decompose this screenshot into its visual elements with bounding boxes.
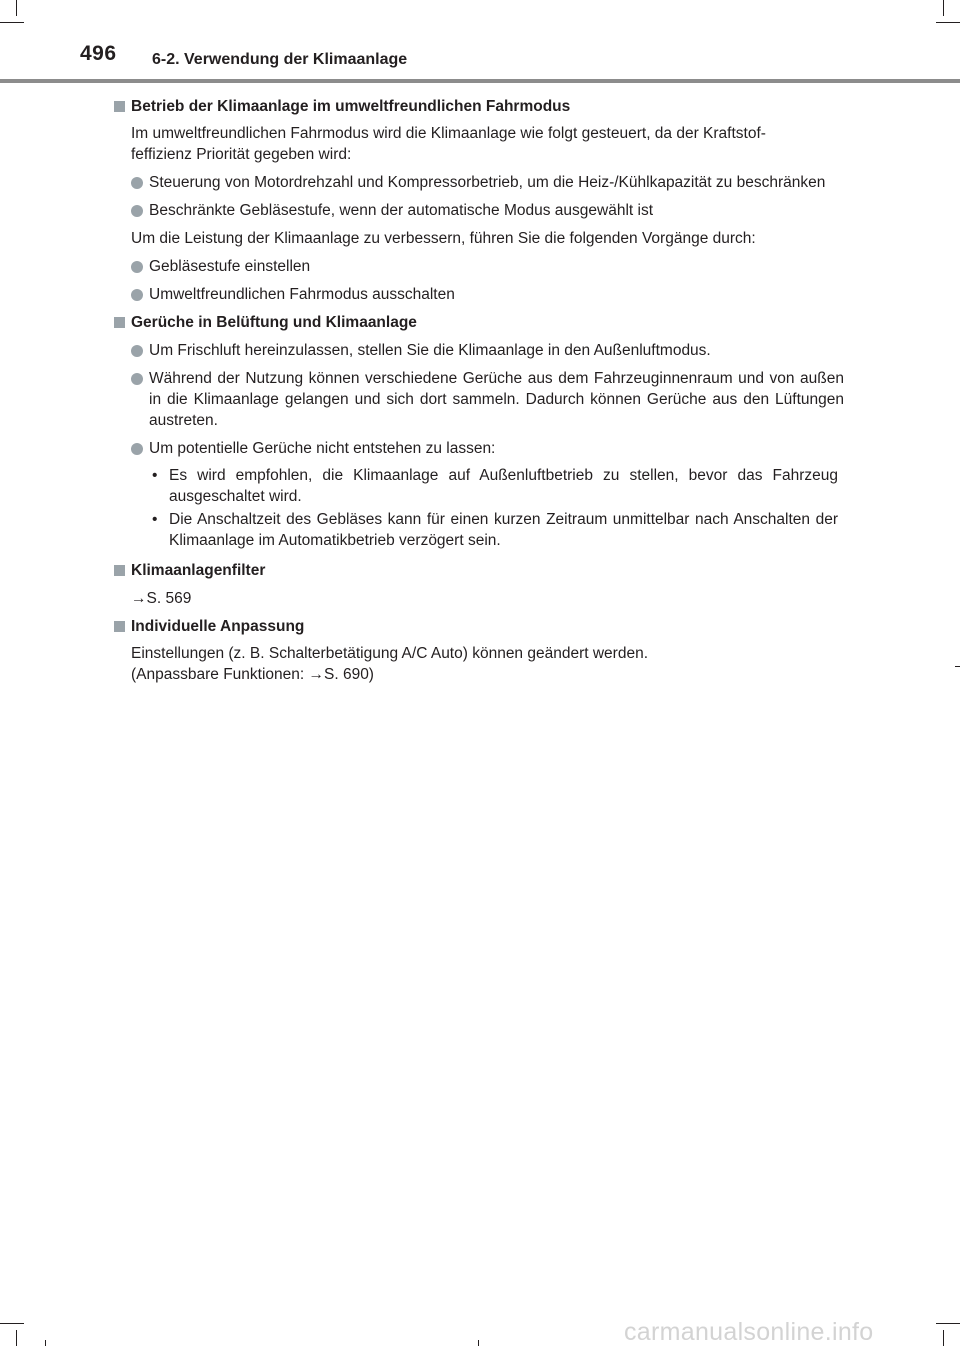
square-bullet-icon [114, 621, 125, 632]
watermark: carmanualsonline.info [624, 1318, 874, 1346]
header-rule [0, 79, 960, 83]
circle-bullet-icon [131, 345, 143, 357]
list-item-text: Um Frischluft hereinzulassen, stellen Sie die Klimaanlage in den Außenluftmodus. [149, 342, 711, 359]
circle-bullet-icon [131, 205, 143, 217]
sub-bullet-marker: • [152, 467, 158, 484]
paragraph-line: feffizienz Priorität gegeben wird: [131, 146, 352, 163]
circle-bullet-icon [131, 443, 143, 455]
crop-mark [45, 1340, 46, 1346]
sub-list-item [114, 509, 844, 551]
crop-mark [936, 1323, 960, 1324]
list-item [114, 256, 844, 277]
heading-eco-mode [114, 96, 844, 117]
sub-bullet-marker: • [152, 511, 158, 528]
heading-text: Betrieb der Klimaanlage im umweltfreundlichen Fahrmodus [131, 98, 571, 115]
crop-mark [0, 1323, 24, 1324]
page-reference-link[interactable]: S. 690) [324, 666, 374, 683]
heading-text: Individuelle Anpassung [131, 618, 305, 635]
paragraph [114, 123, 844, 165]
heading-text: Klimaanlagenfilter [131, 562, 266, 579]
circle-bullet-icon [131, 289, 143, 301]
crop-mark [478, 1340, 479, 1346]
circle-bullet-icon [131, 177, 143, 189]
list-item-text: Gebläsestufe einstellen [149, 258, 311, 275]
crop-mark [16, 1330, 17, 1346]
page-reference-link[interactable]: S. 569 [146, 590, 192, 607]
circle-bullet-icon [131, 261, 143, 273]
square-bullet-icon [114, 565, 125, 576]
list-item [114, 172, 844, 193]
crop-mark [943, 1330, 944, 1346]
heading-text: Gerüche in Belüftung und Klimaanlage [131, 314, 417, 331]
paragraph: Um die Leistung der Klimaanlage zu verbessern, führen Sie die folgenden Vorgänge durch: [131, 230, 756, 247]
arrow-right-icon: → [131, 590, 147, 607]
circle-bullet-icon [131, 373, 143, 385]
list-item-text: Steuerung von Motordrehzahl und Kompressorbetrieb, um die Heiz-/Kühlkapazität zu beschränken [149, 174, 826, 191]
sub-list-item [114, 465, 844, 507]
page-content [114, 96, 844, 685]
paragraph-line: Einstellungen (z. B. Schalterbetätigung A/C Auto) können geändert werden. [131, 645, 649, 662]
list-item [114, 340, 844, 361]
list-item [114, 200, 844, 221]
list-item [114, 368, 844, 431]
heading-odors [114, 312, 844, 333]
list-item-text: Beschränkte Gebläsestufe, wenn der automatische Modus ausgewählt ist [149, 202, 654, 219]
heading-filter [114, 560, 844, 581]
crop-mark [955, 666, 960, 667]
sub-list-item-text: Es wird empfohlen, die Klimaanlage auf Außenluftbetrieb zu stellen, bevor das Fahrzeug ausgeschaltet wird. [169, 467, 838, 505]
paragraph [114, 643, 844, 685]
list-item-text: Umweltfreundlichen Fahrmodus ausschalten [149, 286, 455, 303]
page-number: 496 [80, 42, 117, 65]
paragraph-line: (Anpassbare Funktionen: [131, 666, 309, 683]
list-item-text: Um potentielle Gerüche nicht entstehen zu lassen: [149, 440, 496, 457]
paragraph-line: Im umweltfreundlichen Fahrmodus wird die Klimaanlage wie folgt gesteuert, da der Kraftstof- [131, 125, 766, 142]
list-item-text: Während der Nutzung können verschiedene Gerüche aus dem Fahrzeuginnenraum und von außen in die Klimaanlage gelangen und sich dort sammeln. Dadurch können Gerüche aus den Lüftungen austreten. [149, 370, 844, 429]
square-bullet-icon [114, 317, 125, 328]
page-header [0, 0, 960, 84]
heading-customization [114, 616, 844, 637]
arrow-right-icon: → [308, 666, 324, 683]
section-title: 6-2. Verwendung der Klimaanlage [152, 51, 408, 68]
list-item [114, 438, 844, 459]
page-reference [114, 588, 844, 609]
square-bullet-icon [114, 101, 125, 112]
list-item [114, 284, 844, 305]
sub-list-item-text: Die Anschaltzeit des Gebläses kann für einen kurzen Zeitraum unmittelbar nach Anschalten der Klimaanlage im Automatikbetrieb verzögert sein. [169, 511, 838, 549]
